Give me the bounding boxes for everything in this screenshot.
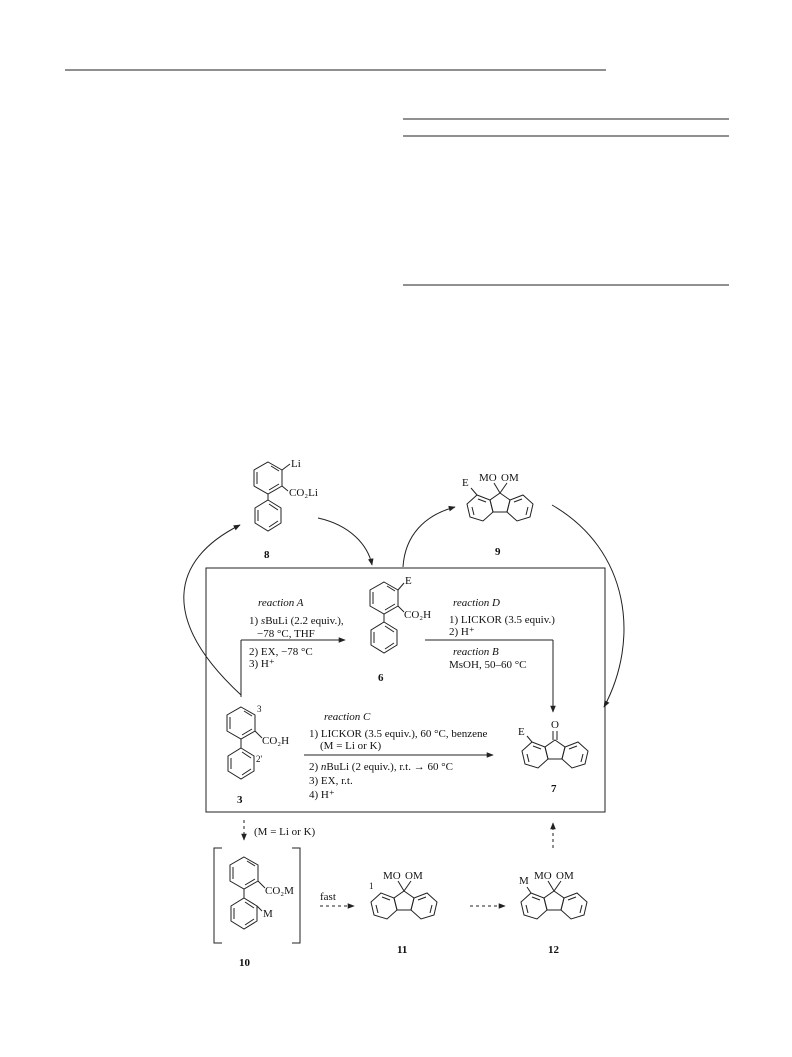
co2li-label: CO₂Li: [289, 487, 318, 499]
compound-8-label: 8: [264, 549, 270, 561]
compound-12: [519, 870, 587, 956]
ring: [255, 500, 281, 531]
compound-3: [227, 704, 289, 806]
compound-11-label: 11: [397, 944, 408, 956]
reaction-a-step2: 2) EX, −78 °C: [249, 646, 313, 658]
ring: [254, 462, 282, 494]
pos3-label: 3: [257, 704, 262, 714]
arrow-3-to-8: [184, 525, 241, 695]
compound-7: [518, 719, 588, 795]
compound-7-label: 7: [551, 783, 557, 795]
reaction-c-step1: 1) LICKOR (3.5 equiv.), 60 °C, benzene: [309, 728, 488, 740]
reaction-d-conditions: [449, 597, 555, 638]
arrow-8-to-6: [318, 518, 372, 565]
reaction-a-step1-cont: −78 °C, THF: [257, 628, 315, 640]
co2m-label: CO₂M: [265, 885, 294, 897]
co2h-label: CO₂H: [404, 609, 432, 621]
arrow-9-to-7: [552, 505, 624, 707]
mo-label: MO: [383, 870, 401, 882]
m-label: M: [263, 908, 273, 920]
reaction-d-step1: 1) LICKOR (3.5 equiv.): [449, 614, 555, 626]
compound-11: [369, 870, 437, 956]
m-label: M: [519, 875, 529, 887]
reaction-c-step2: 2) nBuLi (2 equiv.), r.t. → 60 °C: [309, 761, 453, 773]
mo-label: MO: [479, 472, 497, 484]
compound-9-label: 9: [495, 546, 501, 558]
e-label: E: [462, 477, 469, 489]
e-label: E: [405, 575, 412, 587]
compound-12-label: 12: [548, 944, 559, 956]
om-label: OM: [405, 870, 423, 882]
compound-8: [254, 458, 318, 561]
om-label: OM: [556, 870, 574, 882]
reaction-a-title: reaction A: [258, 597, 304, 609]
reaction-c-conditions: [309, 711, 488, 801]
reaction-a-step3: 3) H⁺: [249, 658, 275, 670]
compound-6: [370, 575, 431, 684]
reaction-c-step4: 4) H⁺: [309, 789, 335, 801]
compound-10: [214, 848, 300, 969]
reaction-c-step3: 3) EX, r.t.: [309, 775, 353, 787]
compound-3-label: 3: [237, 794, 243, 806]
om-label: OM: [501, 472, 519, 484]
e-label: E: [518, 726, 525, 738]
mo-label: MO: [534, 870, 552, 882]
pos1-label: 1: [369, 881, 374, 891]
li-label: Li: [291, 458, 301, 470]
reaction-a-step1: 1) sBuLi (2.2 equiv.),: [249, 615, 344, 627]
reaction-b-step1: MsOH, 50–60 °C: [449, 659, 527, 671]
compound-9: [462, 472, 533, 558]
compound-10-label: 10: [239, 957, 250, 969]
o-label: O: [551, 719, 559, 731]
reaction-c-step1-cont: (M = Li or K): [320, 740, 382, 752]
fast-label: fast: [320, 891, 336, 903]
compound-6-label: 6: [378, 672, 384, 684]
reaction-b-title: reaction B: [453, 646, 499, 658]
reaction-d-step2: 2) H⁺: [449, 626, 475, 638]
arrow-6-to-9: [403, 507, 455, 567]
reaction-d-title: reaction D: [453, 597, 500, 609]
pos2p-label: 2': [256, 754, 263, 764]
co2h-label: CO₂H: [262, 735, 290, 747]
reaction-c-title: reaction C: [324, 711, 371, 723]
reaction-b-conditions: [449, 646, 526, 671]
reaction-a-conditions: [249, 597, 344, 670]
m-note: (M = Li or K): [254, 826, 316, 838]
